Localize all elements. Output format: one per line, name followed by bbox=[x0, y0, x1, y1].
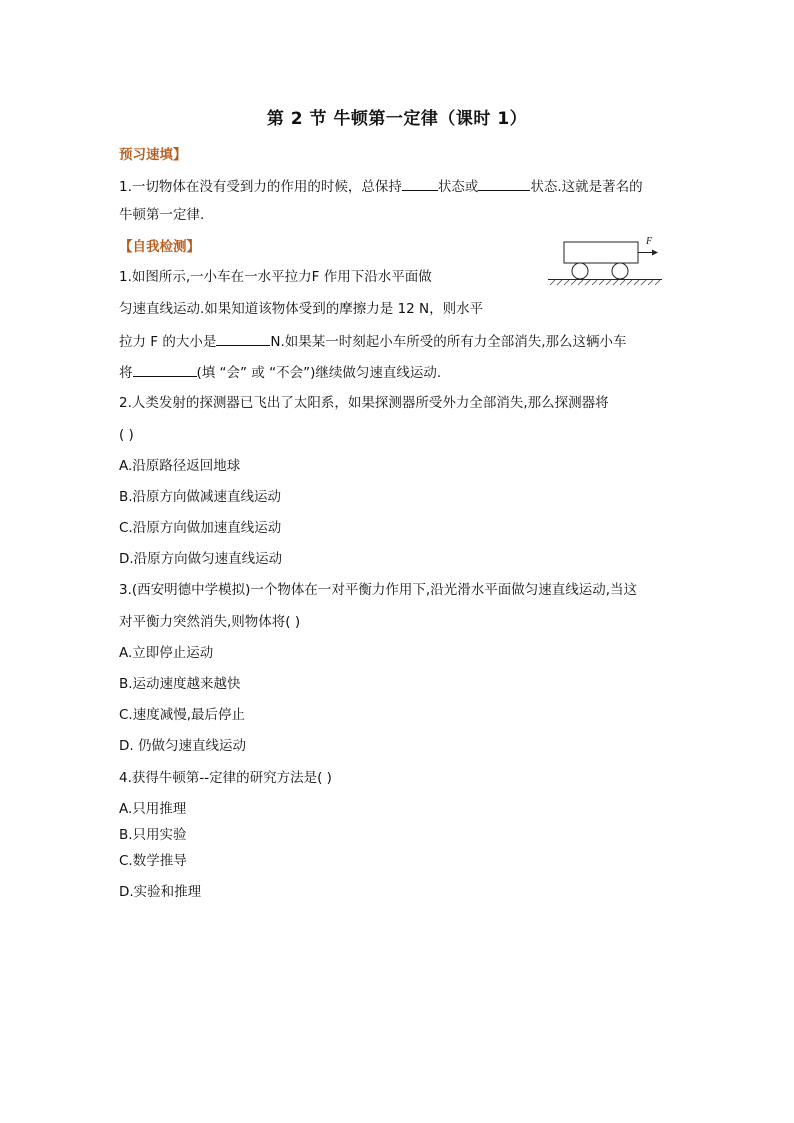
q3-option-c: C.速度减慢,最后停止 bbox=[119, 707, 246, 723]
preview-heading: 预习速填】 bbox=[119, 147, 187, 163]
page-title: 第 2 节 牛顿第一定律（课时 1） bbox=[266, 109, 528, 129]
selfcheck-q1-text-b: N.如果某一时刻起小车所受的所有力全部消失,那么这辆小车 bbox=[270, 334, 627, 350]
answer-blank bbox=[216, 331, 270, 346]
preview-q1-line1 bbox=[119, 176, 643, 196]
q4-option-a: A.只用推理 bbox=[119, 801, 187, 817]
q3-option-d: D. 仍做匀速直线运动 bbox=[119, 738, 246, 754]
q4-option-c: C.数学推导 bbox=[119, 853, 187, 869]
ground-hatch bbox=[550, 280, 660, 285]
selfcheck-q3-line2: 对平衡力突然消失,则物体将( ) bbox=[119, 614, 301, 630]
answer-blank bbox=[402, 176, 438, 191]
selfcheck-q1-text-a: 拉力 F 的大小是 bbox=[119, 334, 217, 350]
selfcheck-q2-line1: 2.人类发射的探测器已飞出了太阳系，如果探测器所受外力全部消失,那么探测器将 bbox=[119, 395, 609, 411]
selfcheck-heading: 【自我检测】 bbox=[119, 239, 200, 255]
answer-blank bbox=[478, 176, 530, 191]
q2-option-a: A.沿原路径返回地球 bbox=[119, 458, 241, 474]
q4-option-b: B.只用实验 bbox=[119, 827, 187, 843]
cart-wheel-right bbox=[612, 263, 628, 279]
preview-q1-text-b: 状态或 bbox=[437, 179, 479, 195]
selfcheck-q1-line3 bbox=[119, 331, 627, 351]
q3-option-b: B.运动速度越来越快 bbox=[119, 676, 241, 692]
preview-q1-line2: 牛顿第一定律. bbox=[119, 207, 205, 223]
q2-option-d: D.沿原方向做匀速直线运动 bbox=[119, 551, 283, 567]
q2-option-c: C.沿原方向做加速直线运动 bbox=[119, 520, 282, 536]
cart-wheel-left bbox=[572, 263, 588, 279]
cart-figure bbox=[548, 232, 664, 286]
preview-q1-text-c: 状态.这就是著名的 bbox=[530, 179, 643, 195]
selfcheck-q1-text-c: 将 bbox=[119, 365, 133, 381]
selfcheck-q1-line4 bbox=[119, 362, 441, 382]
cart-body bbox=[564, 242, 638, 263]
selfcheck-q1-line2: 匀速直线运动.如果知道该物体受到的摩擦力是 12 N，则水平 bbox=[119, 301, 484, 317]
q3-option-a: A.立即停止运动 bbox=[119, 645, 214, 661]
selfcheck-q4-line1: 4.获得牛顿第--定律的研究方法是( ) bbox=[119, 770, 332, 786]
selfcheck-q1-line1: 1.如图所示,一小车在一水平拉力F 作用下沿水平面做 bbox=[119, 269, 432, 285]
q2-option-b: B.沿原方向做减速直线运动 bbox=[119, 489, 282, 505]
preview-q1-text-a: 1.一切物体在没有受到力的作用的时候，总保持 bbox=[119, 179, 402, 195]
selfcheck-q3-line1: 3.(西安明德中学模拟)一个物体在一对平衡力作用下,沿光滑水平面做匀速直线运动,当这 bbox=[119, 582, 637, 598]
answer-blank bbox=[133, 362, 197, 377]
q4-option-d: D.实验和推理 bbox=[119, 884, 202, 900]
selfcheck-q1-text-d: (填 “会” 或 “不会”)继续做匀速直线运动. bbox=[196, 365, 442, 381]
selfcheck-q2-line2: ( ) bbox=[119, 427, 134, 443]
force-arrow-head-icon bbox=[652, 250, 658, 256]
force-label: F bbox=[646, 236, 653, 247]
